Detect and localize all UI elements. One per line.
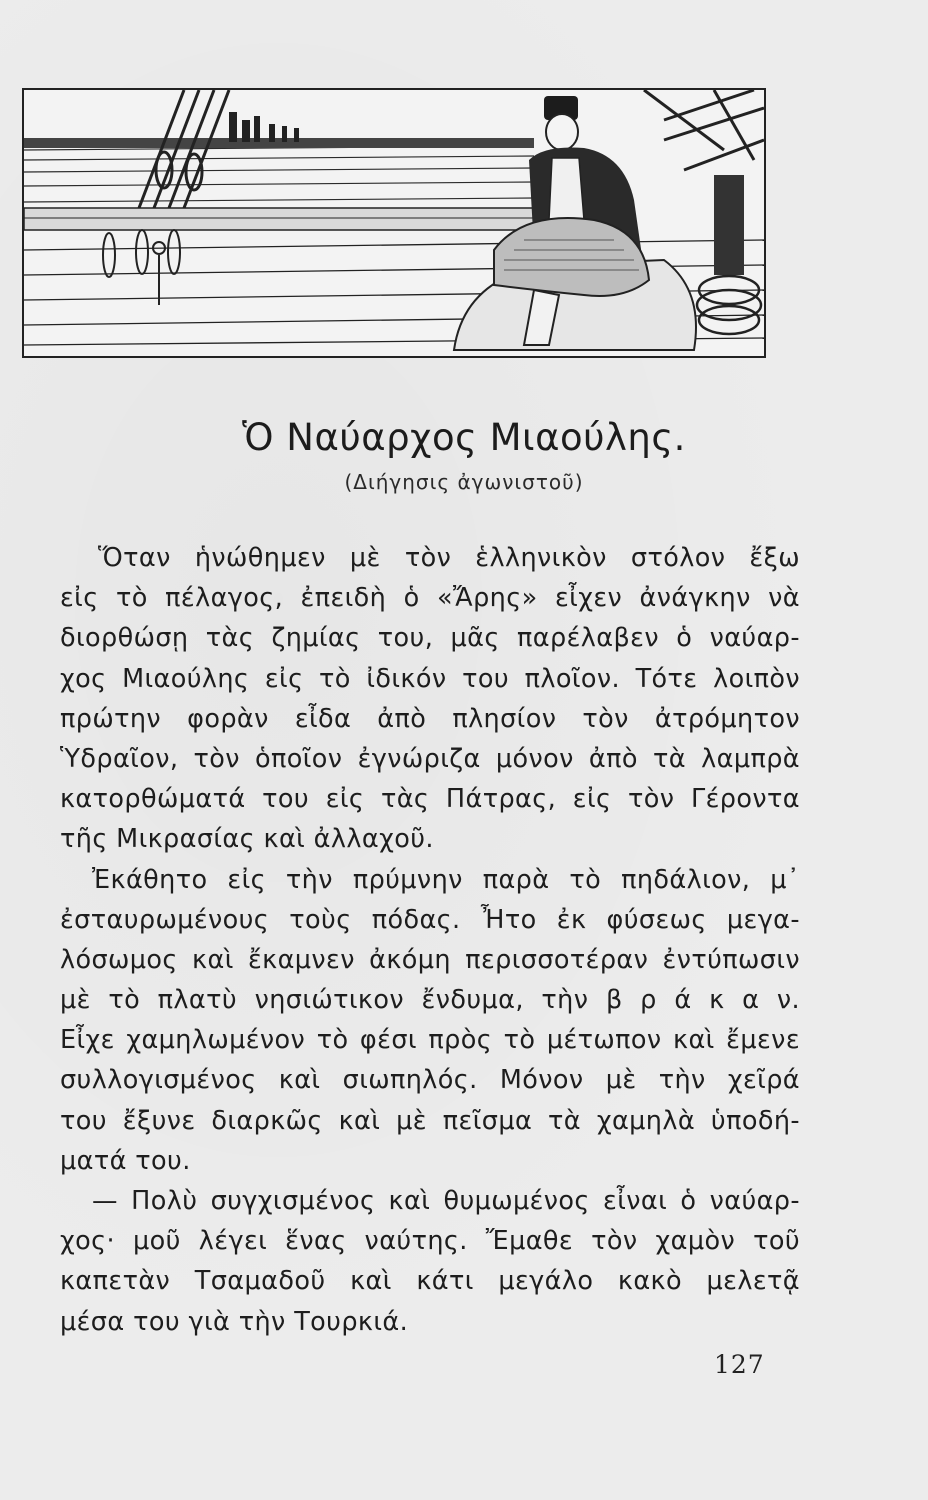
body-text <box>60 538 800 1342</box>
text-line: λόσωμος καὶ ἔκαμνεν ἀκόμη περισσοτέραν ἐντύπωσιν <box>60 944 800 975</box>
text-line: — Πολὺ συγχισμένος καὶ θυμωμένος εἶναι ὁ ναύαρ- <box>92 1186 800 1216</box>
text-line: Ὑδραῖον, τὸν ὁποῖον ἐγνώριζα μόνον ἀπὸ τὰ λαμπρὰ <box>60 743 800 774</box>
text-line: μέσα του γιὰ τὴν Τουρκιά. <box>60 1306 409 1337</box>
text-line: εἰς τὸ πέλαγος, ἐπειδὴ ὁ «Ἄρης» εἶχεν ἀνάγκην νὰ <box>60 583 800 614</box>
illustration-drawing <box>24 90 764 356</box>
text-line: Ἐκάθητο εἰς τὴν πρύμνην παρὰ τὸ πηδάλιον, μ᾽ <box>92 864 800 895</box>
text-line: διορθώσῃ τὰς ζημίας του, μᾶς παρέλαβεν ὁ ναύαρ- <box>60 623 800 654</box>
chapter-subtitle: (Διήγησις ἀγωνιστοῦ) <box>344 470 584 494</box>
text-line: χος· μοῦ λέγει ἕνας ναύτης. Ἔμαθε τὸν χαμὸν τοῦ <box>60 1226 800 1257</box>
text-line: ματά του. <box>60 1145 191 1176</box>
text-line: πρώτην φορὰν εἶδα ἀπὸ πλησίον τὸν ἀτρόμητον <box>60 703 800 734</box>
text-line: του ἔξυνε διαρκῶς καὶ μὲ πεῖσμα τὰ χαμηλὰ ὑποδή- <box>60 1105 800 1136</box>
text-line: χος Μιαούλης εἰς τὸ ἰδικόν του πλοῖον. Τότε λοιπὸν <box>60 663 800 694</box>
text-line: Εἶχε χαμηλωμένον τὸ φέσι πρὸς τὸ μέτωπον καὶ ἔμενε <box>60 1025 800 1056</box>
page-number: 127 <box>714 1350 765 1379</box>
text-line: Ὅταν ἡνώθημεν μὲ τὸν ἑλληνικὸν στόλον ἔξω <box>98 543 800 573</box>
text-line: συλλογισμένος καὶ σιωπηλός. Μόνον μὲ τὴν χεῖρά <box>60 1065 800 1096</box>
text-line: ἐσταυρωμένους τοὺς πόδας. Ἦτο ἐκ φύσεως μεγα- <box>60 904 800 935</box>
text-line: τῆς Μικρασίας καὶ ἀλλαχοῦ. <box>60 824 434 855</box>
text-line: καπετὰν Τσαμαδοῦ καὶ κάτι μεγάλο κακὸ μελετᾷ <box>60 1266 800 1297</box>
chapter-title: Ὁ Ναύαρχος Μιαούλης. <box>242 416 686 459</box>
text-line: κατορθώματά του εἰς τὰς Πάτρας, εἰς τὸν Γέροντα <box>60 784 800 815</box>
text-line: μὲ τὸ πλατὺ νησιώτικον ἔνδυμα, τὴν β ρ ά κ α ν. <box>60 985 800 1016</box>
ship-deck-illustration <box>22 88 766 358</box>
